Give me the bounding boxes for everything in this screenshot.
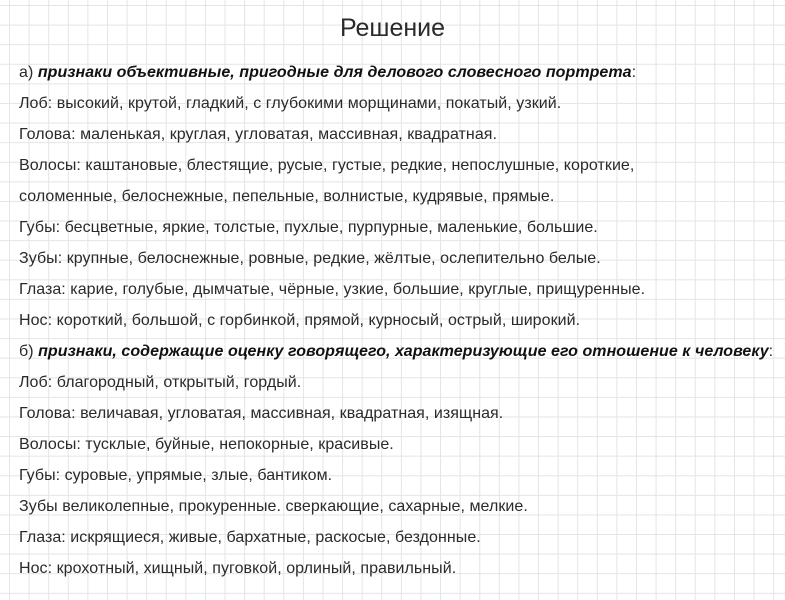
- section-b-line-eyes: Глаза: искрящиеся, живые, бархатные, раскосые, бездонные.: [19, 529, 481, 546]
- section-b-line-nose: Нос: крохотный, хищный, пуговкой, орлиный, правильный.: [19, 560, 457, 577]
- solution-content: [19, 57, 785, 584]
- section-a-line-lips: Губы: бесцветные, яркие, толстые, пухлые, пурпурные, маленькие, большие.: [19, 219, 598, 236]
- section-a-marker: а): [19, 64, 38, 81]
- section-b-line-lips: Губы: суровые, упрямые, злые, бантиком.: [19, 467, 333, 484]
- page-title: Решение: [339, 14, 446, 42]
- section-a-line-head: Голова: маленькая, круглая, угловатая, массивная, квадратная.: [19, 126, 497, 143]
- section-a-line-teeth: Зубы: крупные, белоснежные, ровные, редкие, жёлтые, ослепительно белые.: [19, 250, 601, 267]
- section-b-line-hair: Волосы: тусклые, буйные, непокорные, красивые.: [19, 436, 394, 453]
- section-a-line-hair-1: Волосы: каштановые, блестящие, русые, густые, редкие, непослушные, короткие,: [19, 157, 635, 174]
- section-b-line-head: Голова: величавая, угловатая, массивная, квадратная, изящная.: [19, 405, 504, 422]
- section-a-heading-text: признаки объективные, пригодные для делового словесного портрета: [37, 64, 632, 81]
- section-b-colon: :: [768, 343, 774, 360]
- section-b-heading: [19, 336, 785, 367]
- section-b-heading-text: признаки, содержащие оценку говорящего, характеризующие его отношение к человеку: [38, 343, 769, 360]
- section-a-colon: :: [631, 64, 637, 81]
- section-b-line-teeth: Зубы великолепные, прокуренные. сверкающие, сахарные, мелкие.: [19, 498, 528, 515]
- section-a-line-nose: Нос: короткий, большой, с горбинкой, прямой, курносый, острый, широкий.: [19, 312, 581, 329]
- section-b-line-forehead: Лоб: благородный, открытый, гордый.: [19, 374, 302, 391]
- section-a-line-eyes: Глаза: карие, голубые, дымчатые, чёрные, узкие, большие, круглые, прищуренные.: [19, 281, 646, 298]
- section-b-marker: б): [19, 343, 39, 360]
- section-a-line-hair-2: соломенные, белоснежные, пепельные, волнистые, кудрявые, прямые.: [19, 188, 555, 205]
- section-a-line-forehead: Лоб: высокий, крутой, гладкий, с глубокими морщинами, покатый, узкий.: [19, 95, 562, 112]
- section-a-heading: [19, 57, 785, 88]
